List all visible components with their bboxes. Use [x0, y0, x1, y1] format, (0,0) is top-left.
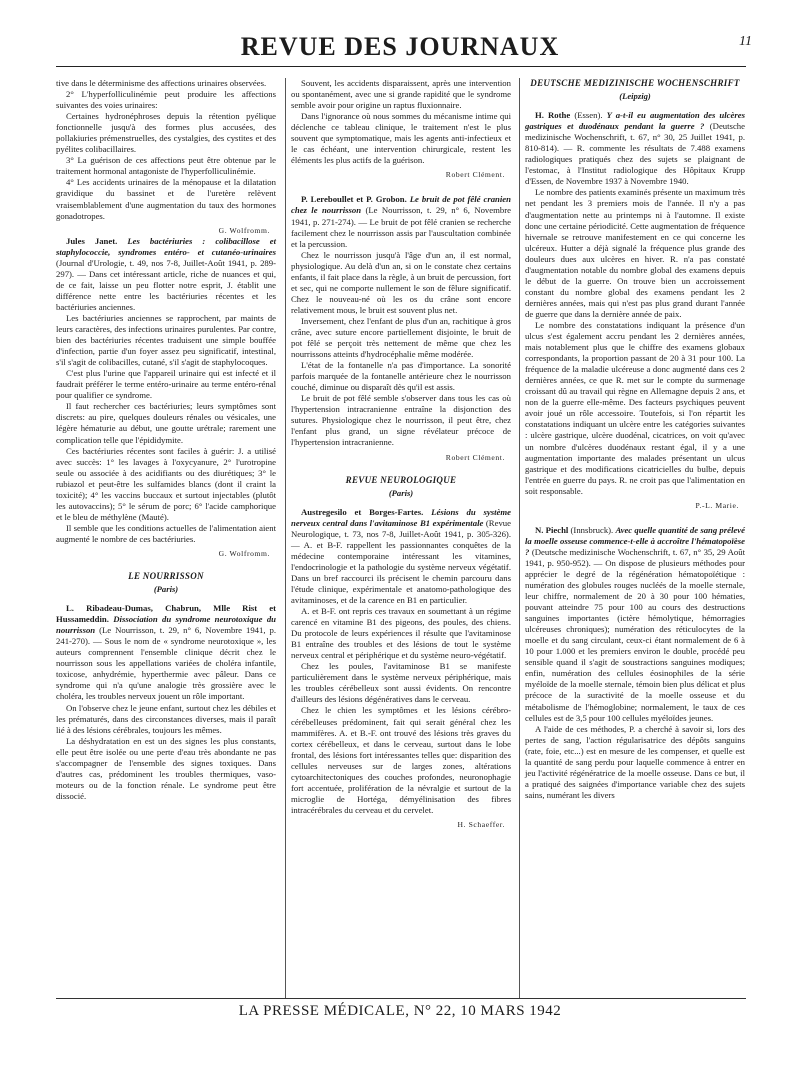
section-heading: DEUTSCHE MEDIZINISCHE WOCHENSCHRIFT	[530, 78, 740, 88]
signature: G. Wolfromm.	[218, 548, 270, 558]
signature: G. Wolfromm.	[218, 225, 270, 235]
article-heading	[525, 110, 745, 187]
article-author: Austregesilo et Borges-Fartes.	[301, 506, 424, 517]
section-city: (Paris)	[388, 487, 414, 498]
article-author: H. Rothe	[535, 110, 571, 121]
signature: Robert Clément.	[445, 170, 505, 180]
article-author: N. Piechl	[535, 524, 569, 535]
article-author-place: (Innsbruck).	[570, 524, 614, 535]
paragraph: Le nombre des patients examinés présente un maximum très net pendant les 3 premiers mois de l'année. Il n'y a pas d'augmentation nette au printemps ni à l'automne. Il existe donc une certaine périodicité. Cette augmentation de fréquence hivernale se retrouve manifestement en ce qui concerne les ulcéreux. Hutter a déjà signalé la fréquence plus grande des douleurs dues aux ulcères en hiver. R. n'a pas constaté d'augmentation notable du nombre global des examens depuis le début de la guerre. On trouve bien un accroissement constant du nombre global des examens pendant les 2 dernières années, mais qui n'est pas plus grand durant l'année de guerre que dans la dernière année de paix.	[525, 187, 745, 319]
article-reference: (Le Nourrisson, t. 29, n° 6, Novembre 1941, p. 241-270). — Sous le nom de « syndrome neurotoxique », les auteurs comprennent l'ensemble clinique décrit chez le nourrisson sous les appellations variées de choléra infantile, toxicose, anhydrémie, hyperthermie avec pâleur. Dans ce syndrome qui n'a qu'une analogie très grossière avec le choléra, les troubles nerveux jouent un rôle important.	[56, 625, 276, 702]
paragraph: Souvent, les accidents disparaissent, après une intervention ou spontanément, avec une si grande rapidité que le syndrome semble avoir pour origine un raptus fluxionnaire.	[291, 78, 511, 111]
section-city: (Leipzig)	[619, 91, 651, 102]
column-2	[291, 78, 511, 830]
article-title: Le bruit de pot fêlé cranien chez le nourrisson	[291, 194, 511, 216]
section-city: (Paris)	[153, 584, 179, 595]
column-3	[525, 78, 745, 801]
paragraph: Il faut rechercher ces bactériuries; leurs symptômes sont discrets: au pire, quelques douleurs rénales ou vésicales, une légère hématurie au début, une goutte urétrale; rarement une complication telle que l'épididymite.	[56, 401, 276, 445]
article-heading	[291, 507, 511, 606]
article-heading	[56, 236, 276, 313]
page-number: 11	[739, 34, 752, 49]
article-reference: (Journal d'Urologie, t. 49, nos 7-8, Juillet-Août 1941, p. 289-297). — Dans cet intéressant article, riche de nuances et qui, de ce fait, laisse un peu flotter notre esprit, J. établit une différence nette entre les bactériuries récentes et les bactériuries anciennes.	[56, 257, 276, 312]
paragraph: 4° Les accidents urinaires de la ménopause et la dilatation gravidique du bassinet et de l'uretère relèvent vraisemblablement d'une augmentation du taux des hormones gonadotropes.	[56, 177, 276, 221]
paragraph: Le nombre des constatations indiquant la présence d'un ulcus s'est également accru pendant les 2 dernières années, mais notablement plus que le chiffre des examens globaux correspondants, la proportion passant de 20 à 31 pour 100. La fréquence de la maladie ulcéreuse a donc augmenté dans ces 2 dernières années, ce que R. met sur le compte du surmenage croissant dû au travail qui règne en Allemagne depuis 2 ans, et non de la guerre elle-même. Des facteurs psychiques peuvent avoir joué un rôle accessoire. Toutefois, si l'on répartit les constatations indiquant un ulcère entre les catégories suivantes : ulcère gastrique, ulcère duodénal, cicatrices, on voit qu'avec un nombre d'ulcères duodénaux restant égal, il y a une augmentation importante des malades présentant un ulcus gastrique et des modifications cicatricielles du bulbe, depuis l'entrée en guerre du pays. R. ne croit pas que l'alimentation en soit responsable.	[525, 319, 745, 496]
header-rule	[56, 66, 746, 67]
article-title: Y a-t-il eu augmentation des ulcères gastriques et duodénaux pendant la guerre ?	[525, 110, 746, 132]
signature: H. Schaeffer.	[457, 819, 505, 829]
paragraph: Le bruit de pot fêlé semble s'observer dans tous les cas où l'hypertension intracranienne entraîne la disjonction des sutures. Physiologique chez le nourrisson, il peut être, chez l'enfant plus grand, un signe révélateur précoce de l'hypertension intracranienne.	[291, 393, 511, 448]
paragraph: La déshydratation en est un des signes les plus constants, elle peut être isolée ou une perte d'eau très abondante ne pas s'accompagner de l'ensemble des signes toxiques. Dans d'autres cas, prédominent les troubles thermiques, vaso-moteurs ou de la fonction rénale. Le syndrome peut être dissocié.	[56, 735, 276, 801]
paragraph: A. et B-F. ont repris ces travaux en soumettant à un régime carencé en vitamine B1 des pigeons, des poules, des chiens. Du protocole de leurs expériences il résulte que l'avitaminose B1 entraîne des troubles et des lésions de tout le système nerveux central et périphérique et du système neuro-végétatif.	[291, 606, 511, 661]
paragraph: Ces bactériuries récentes sont faciles à guérir: J. a utilisé avec succès: 1° les lavages à l'oxycyanure, 2° l'urotropine seule ou associée à des acidifiants ou des diurétiques; 3° le rubiazol et peut-être les sulfamides blancs (dont il craint la toxicité); 4° les vaccins buccaux et surtout injectables (plutôt les autovaccins); 5° le sérum de porc; 6° l'acide camphorique et le bleu de méthylène (Mauté).	[56, 445, 276, 522]
article-heading	[291, 194, 511, 249]
article-author: Jules Janet.	[66, 235, 118, 246]
journal-footer: LA PRESSE MÉDICALE, N° 22, 10 MARS 1942	[238, 1003, 562, 1019]
article-title: Dissociation du syndrome neurotoxique du nourrisson	[56, 614, 276, 636]
signature: Robert Clément.	[445, 452, 505, 462]
article-title: Les bactériuries : colibacillose et staphylococcie, syndromes entéro- et cutanéo-urinaires	[56, 235, 277, 257]
paragraph: Dans l'ignorance où nous sommes du mécanisme intime qui déclenche ce tableau clinique, le traitement n'est le plus souvent que symptomatique, mais les agents anti-infectieux et le cas échéant, une intervention chirurgicale, restent les éléments les plus actifs de la guérison.	[291, 111, 511, 166]
article-author-place: (Essen).	[574, 110, 603, 121]
article-author: L. Ribadeau-Dumas, Chabrun, Mlle Rist et Hussameddin.	[56, 603, 276, 625]
paragraph: L'état de la fontanelle n'a pas d'importance. La sonorité parfois marquée de la fontanelle antérieure chez le nourrisson couché, diminue ou disparaît dès qu'il est assis.	[291, 360, 511, 393]
article-reference: (Le Nourrisson, t. 29, n° 6, Novembre 1941, p. 271-274). — Le bruit de pot fêlé cranien se recherche facilement chez le nourrisson assis par l'auscultation combinée et la percussion.	[291, 205, 511, 249]
footer-rule	[56, 998, 746, 999]
journal-header-title: REVUE DES JOURNAUX	[240, 32, 560, 61]
paragraph: On l'observe chez le jeune enfant, surtout chez les débiles et les prématurés, dans des circonstances diverses, mais il paraît lié à des lésions cérébrales, toujours les mêmes.	[56, 702, 276, 735]
paragraph: Chez le nourrisson jusqu'à l'âge d'un an, il est normal, physiologique. Au delà d'un an, si on le constate chez certains enfants, il fait place dans la règle, à un bruit de percussion, fort et sec, qui ne comporte nullement le son de fêlure significatif. Chez le nouveau-né où les os du crâne sont encore relativement mous, le bruit est souvent plus net.	[291, 249, 511, 315]
column-1	[56, 78, 276, 802]
article-reference: (Deutsche medizinische Wochenschrift, t. 67, n° 35, 29 Août 1941, p. 950-952). — On dispose de plusieurs méthodes pour apprécier le degré de la régénération hématopoïétique : numération des globules rouges nucléés de la moelle sternale, leur chiffre, normalement de 20 à 30 pour 100 hématies, pouvant atteindre 75 pour 100 au cours des destructions sanguines importantes (ictère hémolytique, hémorragies ulcéreuses chroniques); numération des réticulocytes de la moelle et du sang circulant, ceux-ci étant normalement de 6 à 10 pour 1.000 et les premiers environ le double, procédé peu sensible quand il s'agit de soustractions sanguines modiques; enfin, numération des cellules éosinophiles de la série myéloïde de la moelle sternale, témoin bien plus délicat et plus précoce de la suractivité de la moelle osseuse et du métabolisme de l'hémoglobine; normalement, le taux de ces cellules est de 3,5 pour 100 cellules myéloïdes jeunes.	[525, 546, 745, 723]
paragraph: 3° La guérison de ces affections peut être obtenue par le traitement hormonal antagoniste de l'hyperfolliculinémie.	[56, 155, 276, 177]
section-heading: REVUE NEUROLOGIQUE	[345, 474, 457, 485]
paragraph: C'est plus l'urine que l'appareil urinaire qui est infecté et il faudrait préférer le terme entéro-urinaire au terme entéro-rénal pour qualifier ce syndrome.	[56, 368, 276, 401]
article-heading	[56, 603, 276, 702]
paragraph: Il semble que les conditions actuelles de l'alimentation aient augmenté le nombre de ces bactériuries.	[56, 522, 276, 544]
article-reference: (Revue Neurologique, t. 73, nos 7-8, Juillet-Août 1941, p. 305-326). — A. et B-F. rappellent les passionnantes conquêtes de la médecine contemporaine intéressant les vitamines, l'endocrinologie et la pathologie du système nerveux végétatif. Dans un bref raccourci ils précisent le chemin parcouru dans l'étude clinique, expérimentale et anatomo-pathologique des avitaminoses, et de la carence en B1 en particulier.	[291, 517, 511, 606]
paragraph: A l'aide de ces méthodes, P. a cherché à savoir si, lors des pertes de sang, l'action régularisatrice des dépôts sanguins (rate, foie, etc...) est en mesure de les compenser, et quelle est la quantité de sang perdu pour laquelle commence à entrer en jeu l'activité régénératrice de la moelle osseuse. Dans ce but, il a pratiqué des saignées d'importance variable chez des sujets sains, numérant les divers	[525, 723, 745, 800]
article-author: P. Lereboullet et P. Grobon.	[301, 194, 407, 205]
section-heading: LE NOURRISSON	[128, 571, 204, 582]
column-divider	[519, 78, 520, 998]
article-heading	[525, 525, 745, 724]
paragraph: Inversement, chez l'enfant de plus d'un an, rachitique à gros crâne, avec suture encore partiellement disjointe, le bruit de pot fêlé se perçoit très nettement de même que chez les nourrissons atteints d'hydrocéphalie même modérée.	[291, 315, 511, 360]
signature: P.-L. Marie.	[695, 500, 739, 510]
paragraph: 2° L'hyperfolliculinémie peut produire les affections suivantes des voies urinaires:	[56, 89, 276, 111]
paragraph: Chez le chien les symptômes et les lésions cérébro-cérébelleuses prédominent, fait qui serait général chez les mammifères. A. et B.-F. ont trouvé des lésions très graves du cortex cérébelleux, et dans le cerveau, surtout dans le lobe frontal, des lésions fort intéressantes telles que: disparition des cellules nerveuses sur de larges zones, altérations cytoarchitectoniques des couches profondes, neuronophagie fort accentuée, prolifération de la névralgie et surtout de la microglie de Hortéga, démyélinisation des fibres intracérébrales du cerveau et du cervelet.	[291, 705, 511, 815]
paragraph: Chez les poules, l'avitaminose B1 se manifeste particulièrement dans le système nerveux périphérique, mais les troubles cérébelleux sont aussi évidents. On rencontre d'ailleurs des lésions dégénératives dans le cerveau.	[291, 661, 511, 705]
article-title: Avec quelle quantité de sang prélevé la moelle osseuse commence-t-elle à accroître l'hématopoïèse ?	[525, 524, 745, 557]
article-reference: (Deutsche medizinische Wochenschrift, t. 67, n° 30, 25 Juillet 1941, p. 810-814). — R. commente les résultats de 7.488 examens radiologiques pratiqués chez des sujets se plaignant de l'estomac, à l'Institut radiologique des Hôpitaux Krupp d'Essen, de Novembre 1937 à Novembre 1940.	[525, 121, 745, 187]
paragraph: Les bactériuries anciennes se rapprochent, par maints de leurs caractères, des infections urinaires purulentes. Par contre, bien des bactériuries récentes traduisent une simple bouffée d'infection, partie d'un foyer assez peu significatif, intestinal, s'il s'agit de colibacilles, cutané, s'il s'agit de staphylocoques.	[56, 312, 276, 368]
column-divider	[285, 78, 286, 998]
paragraph: tive dans le déterminisme des affections urinaires observées.	[56, 78, 267, 88]
article-title: Lésions du système nerveux central dans l'avitaminose B1 expérimentale	[291, 506, 511, 528]
paragraph: Certaines hydronéphroses depuis la rétention pyélique fonctionnelle jusqu'à des formes plus accusées, des pollakiuries prémenstruelles, des cystalgies, des cystites et des pyélites colibacillaires.	[56, 111, 276, 155]
